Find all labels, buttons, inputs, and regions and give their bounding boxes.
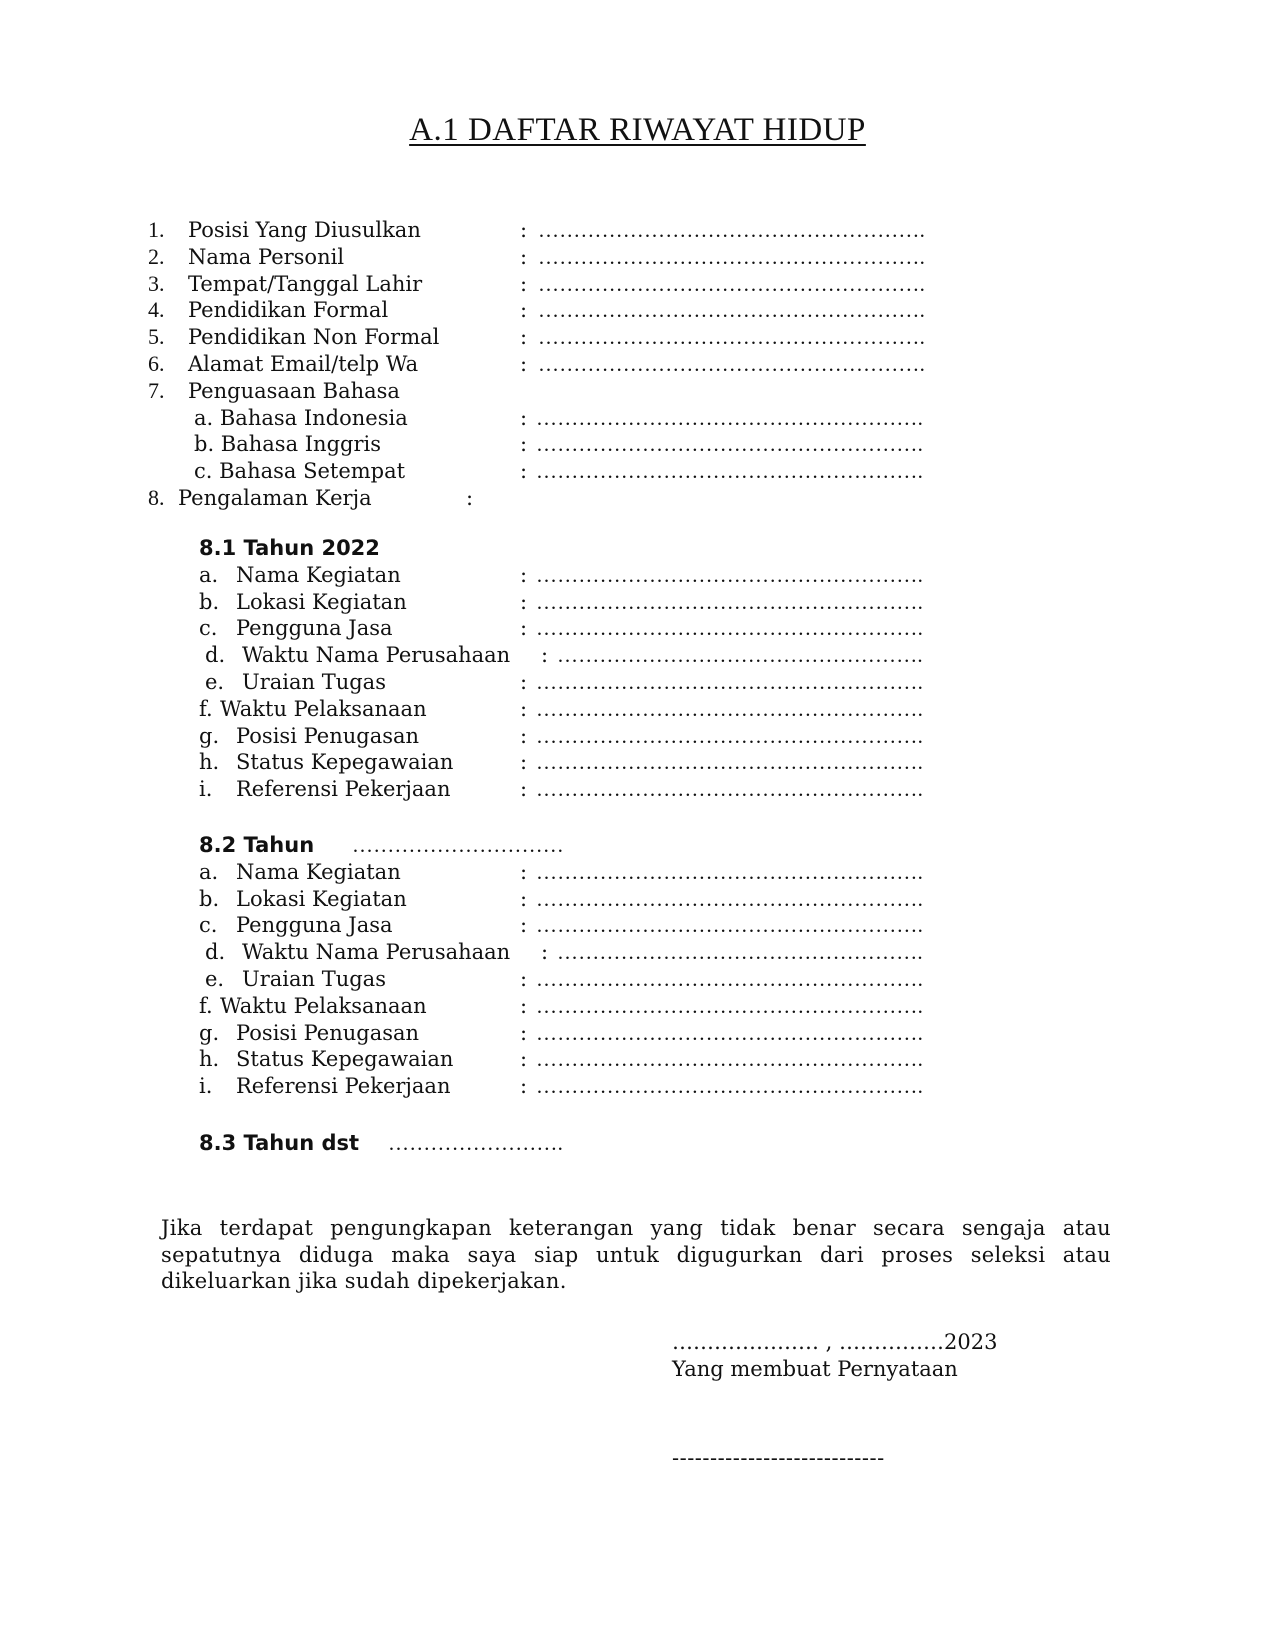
item-label: Pengalaman Kerja bbox=[178, 486, 372, 510]
sub-item-letter: h. bbox=[199, 1047, 220, 1072]
fill-in-blank: ………………………………………………. bbox=[536, 1047, 924, 1072]
fill-in-blank: ………………………………………………. bbox=[536, 859, 924, 884]
fill-in-blank: ………………………………………………. bbox=[536, 589, 924, 614]
colon: : bbox=[520, 1020, 528, 1045]
item-label: Penguasaan Bahasa bbox=[188, 378, 400, 403]
colon: : bbox=[520, 432, 528, 457]
sub-item-letter: a. bbox=[199, 562, 219, 587]
sub-item-label: Pengguna Jasa bbox=[236, 913, 393, 938]
colon: : bbox=[520, 913, 528, 938]
fill-in-blank: ………………………………………………. bbox=[536, 696, 924, 721]
document-title: A.1 DAFTAR RIWAYAT HIDUP bbox=[409, 112, 866, 148]
item-number: 7. bbox=[148, 377, 165, 403]
language-item-label: c. Bahasa Setempat bbox=[194, 459, 406, 484]
signature-caption: Yang membuat Pernyataan bbox=[672, 1357, 958, 1381]
fill-in-blank: ……………………. bbox=[388, 1131, 564, 1155]
sub-item-label: Status Kepegawaian bbox=[236, 1047, 454, 1072]
colon: : bbox=[520, 723, 528, 748]
colon: : bbox=[520, 352, 528, 376]
sub-item-label: Waktu Pelaksanaan bbox=[220, 696, 427, 721]
item-number: 6. bbox=[148, 351, 165, 376]
sub-item-label: Waktu Nama Perusahaan bbox=[242, 940, 511, 965]
fill-in-blank: ………………………………………………. bbox=[536, 967, 924, 991]
sub-item-letter: c. bbox=[199, 616, 218, 641]
item-number: 8. bbox=[148, 485, 165, 510]
colon: : bbox=[541, 643, 549, 668]
colon: : bbox=[520, 562, 528, 587]
sub-item-label: Posisi Penugasan bbox=[236, 723, 420, 748]
section-heading: 8.3 Tahun dst bbox=[199, 1131, 360, 1155]
colon: : bbox=[520, 1047, 528, 1072]
fill-in-blank: ………………………………………………. bbox=[536, 1020, 924, 1045]
section-heading: 8.2 Tahun bbox=[199, 833, 315, 857]
item-label: Pendidikan Non Formal bbox=[188, 325, 440, 350]
colon: : bbox=[520, 670, 528, 694]
sub-item-label: Uraian Tugas bbox=[242, 670, 386, 694]
sub-item-letter: c. bbox=[199, 913, 218, 938]
fill-in-blank: ………………………………………………. bbox=[536, 913, 924, 938]
fill-in-blank: ………………………………………………. bbox=[538, 325, 926, 350]
signature-line: ---------------------------- bbox=[672, 1446, 885, 1470]
fill-in-blank: ……………………………………………. bbox=[557, 643, 923, 668]
fill-in-blank: ………………………………………………. bbox=[536, 993, 924, 1018]
fill-in-blank: ………………………………………………. bbox=[536, 723, 924, 748]
colon: : bbox=[520, 244, 528, 269]
item-number: 1. bbox=[148, 217, 165, 242]
colon: : bbox=[466, 486, 474, 510]
colon: : bbox=[520, 696, 528, 721]
colon: : bbox=[520, 750, 528, 775]
colon: : bbox=[520, 1074, 528, 1099]
colon: : bbox=[520, 298, 528, 323]
item-label: Pendidikan Formal bbox=[188, 298, 389, 323]
language-item-label: a. Bahasa Indonesia bbox=[194, 405, 408, 430]
sub-item-label: Waktu Nama Perusahaan bbox=[242, 643, 511, 668]
sub-item-label: Waktu Pelaksanaan bbox=[220, 993, 427, 1018]
sub-item-letter: i. bbox=[199, 1074, 213, 1099]
sub-item-letter: b. bbox=[199, 589, 220, 614]
item-number: 2. bbox=[148, 243, 165, 269]
fill-in-blank: ………………………………………………. bbox=[536, 562, 924, 587]
sub-item-letter: d. bbox=[205, 643, 226, 668]
item-label: Nama Personil bbox=[188, 244, 345, 269]
sub-item-letter: g. bbox=[199, 723, 220, 748]
fill-in-blank: ………………………………………………. bbox=[538, 218, 926, 242]
sub-item-label: Nama Kegiatan bbox=[236, 562, 401, 587]
colon: : bbox=[520, 993, 528, 1018]
colon: : bbox=[520, 967, 528, 991]
item-number: 3. bbox=[148, 270, 165, 296]
item-number: 4. bbox=[148, 297, 165, 323]
sub-item-letter: f. bbox=[199, 993, 213, 1018]
colon: : bbox=[520, 218, 528, 242]
fill-in-blank: ……………………………………………. bbox=[557, 940, 923, 965]
fill-in-blank: ………………………………………………. bbox=[538, 244, 926, 269]
sub-item-letter: f. bbox=[199, 696, 213, 721]
language-item-label: b. Bahasa Inggris bbox=[194, 432, 382, 457]
fill-in-blank: ………………………………………………. bbox=[538, 352, 926, 376]
colon: : bbox=[520, 459, 528, 484]
fill-in-blank: ………………………………………………. bbox=[536, 750, 924, 775]
colon: : bbox=[520, 325, 528, 350]
sub-item-letter: e. bbox=[205, 967, 225, 991]
sub-item-label: Pengguna Jasa bbox=[236, 616, 393, 641]
fill-in-blank: ………………………………………………. bbox=[536, 670, 924, 694]
sub-item-letter: e. bbox=[205, 670, 225, 694]
fill-in-blank: ………………………… bbox=[352, 833, 564, 857]
colon: : bbox=[520, 616, 528, 641]
sub-item-label: Referensi Pekerjaan bbox=[236, 777, 451, 802]
fill-in-blank: ………………………………………………. bbox=[536, 777, 924, 802]
fill-in-blank: ………………………………………………. bbox=[536, 459, 924, 484]
sub-item-label: Posisi Penugasan bbox=[236, 1020, 420, 1045]
fill-in-blank: ………………………………………………. bbox=[536, 886, 924, 911]
signature-date-line: ………………… , ……………2023 bbox=[672, 1330, 998, 1354]
item-label: Tempat/Tanggal Lahir bbox=[188, 271, 423, 296]
colon: : bbox=[541, 940, 549, 965]
sub-item-letter: a. bbox=[199, 859, 219, 884]
statement-paragraph: Jika terdapat pengungkapan keterangan yang tidak benar secara sengaja atau sepatutnya diduga maka saya siap untuk digugurkan dari proses seleksi atau dikeluarkan jika sudah dipekerjakan. bbox=[161, 1216, 1111, 1293]
item-number: 5. bbox=[148, 324, 165, 350]
colon: : bbox=[520, 777, 528, 802]
sub-item-letter: i. bbox=[199, 777, 213, 802]
fill-in-blank: ………………………………………………. bbox=[536, 1074, 924, 1099]
section-heading: 8.1 Tahun 2022 bbox=[199, 536, 380, 560]
sub-item-letter: d. bbox=[205, 940, 226, 965]
sub-item-label: Status Kepegawaian bbox=[236, 750, 454, 775]
sub-item-label: Referensi Pekerjaan bbox=[236, 1074, 451, 1099]
sub-item-label: Lokasi Kegiatan bbox=[236, 886, 407, 911]
sub-item-label: Uraian Tugas bbox=[242, 967, 386, 991]
fill-in-blank: ………………………………………………. bbox=[538, 271, 926, 296]
sub-item-label: Nama Kegiatan bbox=[236, 859, 401, 884]
fill-in-blank: ………………………………………………. bbox=[536, 616, 924, 641]
fill-in-blank: ………………………………………………. bbox=[538, 298, 926, 323]
sub-item-letter: h. bbox=[199, 750, 220, 775]
sub-item-letter: b. bbox=[199, 886, 220, 911]
colon: : bbox=[520, 271, 528, 296]
sub-item-label: Lokasi Kegiatan bbox=[236, 589, 407, 614]
colon: : bbox=[520, 886, 528, 911]
fill-in-blank: ………………………………………………. bbox=[536, 405, 924, 430]
item-label: Alamat Email/telp Wa bbox=[188, 352, 419, 376]
fill-in-blank: ………………………………………………. bbox=[536, 432, 924, 457]
sub-item-letter: g. bbox=[199, 1020, 220, 1045]
item-label: Posisi Yang Diusulkan bbox=[188, 218, 421, 242]
colon: : bbox=[520, 589, 528, 614]
colon: : bbox=[520, 859, 528, 884]
colon: : bbox=[520, 405, 528, 430]
